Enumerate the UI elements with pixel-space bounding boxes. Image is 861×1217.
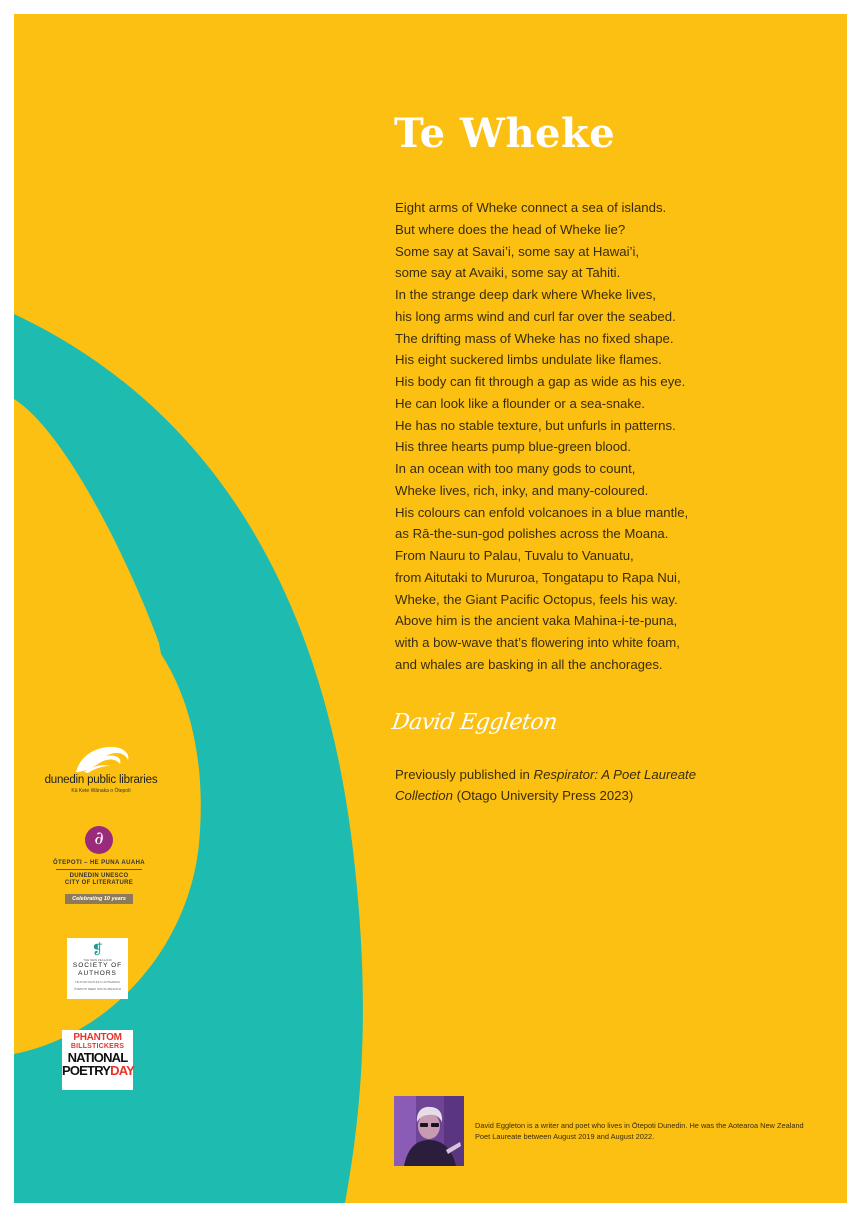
poem-line: The drifting mass of Wheke has no fixed shape. — [395, 330, 674, 346]
poem-line: Eight arms of Wheke connect a sea of islands. — [395, 200, 667, 215]
poem-line: as Rā-the-sun-god polishes across the Moana. — [395, 526, 669, 542]
library-name: dunedin public libraries — [44, 774, 158, 786]
unesco-line1: ŌTEPOTI – HE PUNA AUAHA — [52, 860, 146, 866]
poem-line: and whales are basking in all the anchorages. — [395, 656, 663, 672]
poem-line: Some say at Savai’i, some say at Hawai’i, — [395, 243, 640, 259]
poem-line: Above him is the ancient vaka Mahina-i-te-puna, — [395, 613, 678, 629]
unesco-line3: CITY OF LITERATURE — [64, 880, 134, 886]
author-photo — [394, 1096, 464, 1166]
library-subtitle: Kā Kete Wānaka o Ōtepoti — [71, 788, 131, 794]
poem-line: In the strange deep dark where Wheke lives, — [395, 287, 656, 302]
soa-sub: TE PUNI KAITUHI O AOTEAROA — [74, 980, 120, 984]
dunedin-public-libraries-logo — [36, 742, 166, 794]
poem-line: His three hearts pump blue-green blood. — [395, 439, 632, 455]
soa-line1: SOCIETY OF — [72, 962, 123, 969]
unesco-city-of-literature-logo — [44, 826, 154, 905]
publication-prefix: Previously published in — [395, 767, 534, 782]
soa-top: THE NEW ZEALAND — [83, 958, 112, 962]
society-of-authors-logo — [67, 938, 128, 999]
poem-line: with a bow-wave that’s flowering into white foam, — [395, 635, 680, 650]
poem-line: He has no stable texture, but unfurls in patterns. — [395, 417, 676, 433]
unesco-ribbon: Celebrating 10 years — [65, 894, 133, 904]
poem-title: Te Wheke — [394, 110, 616, 157]
author-signature: David Eggleton — [390, 710, 559, 735]
poem-line: Wheke, the Giant Pacific Octopus, feels his way. — [395, 591, 678, 607]
npd-line1: PHANTOM — [73, 1032, 122, 1043]
poem-line: His colours can enfold volcanoes in a blue mantle, — [395, 504, 689, 520]
national-poetry-day-logo — [62, 1030, 133, 1090]
poem-line: In an ocean with too many gods to count, — [395, 461, 636, 476]
poster — [14, 14, 847, 1203]
book-title: Respirator: A Poet Laureate Collection — [395, 767, 697, 803]
publication-note — [395, 764, 755, 806]
soa-foot: ŌTEPOTI DEEP SOUTH BRANCH — [74, 987, 121, 991]
poem-line: His eight suckered limbs undulate like flames. — [395, 352, 662, 368]
npd-line2: BILLSTICKERS — [70, 1043, 125, 1050]
soa-line2: AUTHORS — [78, 970, 117, 977]
feather-icon: ❡ — [91, 941, 104, 957]
poem-line: Wheke lives, rich, inky, and many-coloured. — [395, 482, 649, 498]
author-portrait-image — [394, 1096, 464, 1166]
poem-line: From Nauru to Palau, Tuvalu to Vanuatu, — [395, 548, 634, 563]
divider — [56, 869, 142, 870]
wave-logo-icon — [70, 742, 132, 774]
unesco-line2: DUNEDIN UNESCO — [69, 873, 129, 879]
npd-line4 — [62, 1064, 133, 1077]
poem-line: from Aitutaki to Mururoa, Tongatapu to Rapa Nui, — [395, 569, 681, 585]
npd-line4a: POETRY — [62, 1063, 111, 1078]
npd-line3: NATIONAL — [67, 1050, 128, 1065]
unesco-monogram-icon: ∂ — [85, 826, 113, 854]
poem-line: But where does the head of Wheke lie? — [395, 221, 626, 237]
author-bio: David Eggleton is a writer and poet who lives in Ōtepoti Dunedin. He was the Aotearoa New Zealand Poet Laureate between August 2019 and August 2022. — [475, 1121, 804, 1141]
poem-line: some say at Avaiki, some say at Tahiti. — [395, 265, 621, 281]
poem-body — [395, 197, 825, 676]
publication-suffix: (Otago University Press 2023) — [452, 788, 634, 803]
npd-line4b: DAY — [110, 1063, 135, 1078]
poem-line: He can look like a flounder or a sea-snake. — [395, 395, 645, 411]
poem-line: his long arms wind and curl far over the seabed. — [395, 308, 676, 324]
poem-line: His body can fit through a gap as wide as his eye. — [395, 374, 686, 389]
